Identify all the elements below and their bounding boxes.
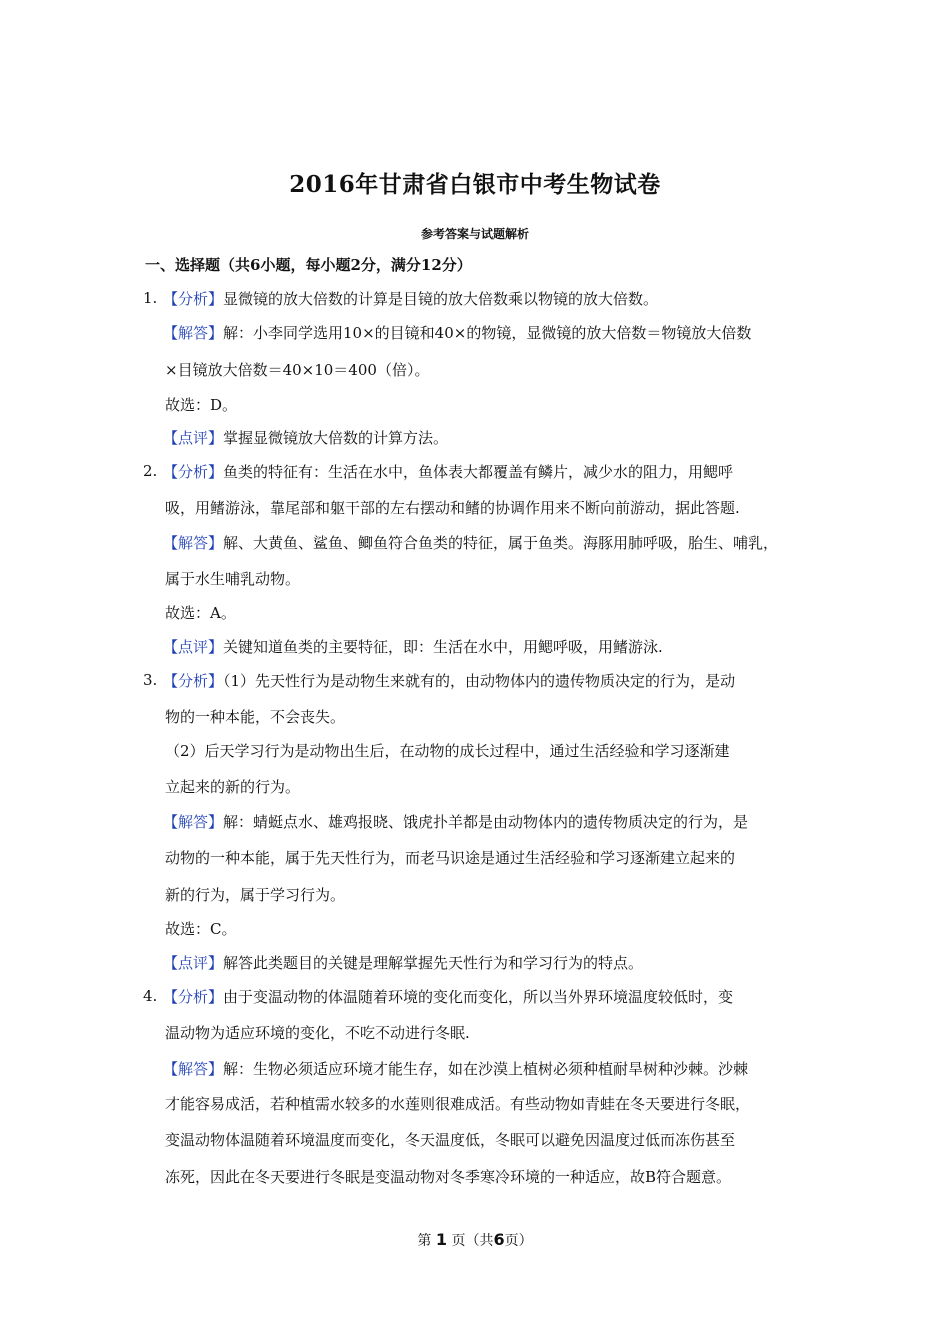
choice-text: 故选：A。 bbox=[165, 604, 236, 622]
question-2-answer bbox=[163, 533, 778, 553]
answer-tag: 【解答】 bbox=[163, 534, 224, 552]
analysis-text: 吸，用鳍游泳，靠尾部和躯干部的左右摆动和鳍的协调作用来不断向前游动，据此答题. bbox=[165, 499, 740, 517]
question-3-analysis bbox=[163, 671, 735, 691]
analysis-text: （2）后天学习行为是动物出生后，在动物的成长过程中，通过生活经验和学习逐渐建 bbox=[165, 742, 730, 760]
answer-tag: 【解答】 bbox=[163, 813, 224, 831]
answer-text: 变温动物体温随着环境温度而变化，冬天温度低，冬眠可以避免因温度过低而冻伤甚至 bbox=[165, 1131, 736, 1149]
question-number: 3. bbox=[143, 671, 158, 689]
footer-prefix: 第 bbox=[417, 1233, 432, 1249]
review-text: 关键知道鱼类的主要特征，即：生活在水中，用鳃呼吸，用鳍游泳. bbox=[223, 638, 663, 656]
question-3-answer bbox=[163, 812, 748, 832]
question-3-review bbox=[163, 953, 643, 973]
review-tag: 【点评】 bbox=[163, 638, 224, 656]
total-page-count: 6 bbox=[493, 1230, 505, 1249]
question-2-analysis bbox=[163, 462, 733, 482]
page-subtitle: 参考答案与试题解析 bbox=[420, 227, 529, 241]
footer-suffix: 页） bbox=[504, 1233, 533, 1249]
review-text: 掌握显微镜放大倍数的计算方法。 bbox=[223, 429, 449, 447]
analysis-tag: 【分析】 bbox=[163, 290, 224, 308]
page-footer bbox=[0, 1230, 950, 1250]
review-text: 解答此类题目的关键是理解掌握先天性行为和学习行为的特点。 bbox=[223, 954, 644, 972]
analysis-tag: 【分析】 bbox=[163, 463, 224, 481]
analysis-text: （1）先天性行为是动物生来就有的，由动物体内的遗传物质决定的行为，是动 bbox=[223, 672, 736, 690]
answer-text: 冻死，因此在冬天要进行冬眠是变温动物对冬季寒冷环境的一种适应，故B符合题意。 bbox=[165, 1168, 732, 1186]
page-title: 2016年甘肃省白银市中考生物试卷 bbox=[289, 171, 661, 198]
question-number: 1. bbox=[143, 289, 158, 307]
answer-text: 解：小李同学选用10×的目镜和40×的物镜，显微镜的放大倍数＝物镜放大倍数 bbox=[223, 324, 752, 342]
analysis-tag: 【分析】 bbox=[163, 988, 224, 1006]
answer-text: ×目镜放大倍数＝40×10＝400（倍）。 bbox=[165, 361, 430, 379]
analysis-text: 物的一种本能，不会丧失。 bbox=[165, 708, 346, 726]
section-heading: 一、选择题（共6小题，每小题2分，满分12分） bbox=[145, 256, 472, 274]
answer-text: 动物的一种本能，属于先天性行为，而老马识途是通过生活经验和学习逐渐建立起来的 bbox=[165, 849, 736, 867]
answer-text: 新的行为，属于学习行为。 bbox=[165, 886, 346, 904]
choice-text: 故选：C。 bbox=[165, 920, 237, 938]
question-number: 2. bbox=[143, 462, 158, 480]
analysis-text: 立起来的新的行为。 bbox=[165, 778, 301, 796]
analysis-text: 鱼类的特征有：生活在水中，鱼体表大都覆盖有鳞片，减少水的阻力，用鳃呼 bbox=[223, 463, 734, 481]
answer-text: 解、大黄鱼、鲨鱼、鲫鱼符合鱼类的特征，属于鱼类。海豚用肺呼吸，胎生、哺乳， bbox=[223, 534, 779, 552]
analysis-text: 由于变温动物的体温随着环境的变化而变化，所以当外界环境温度较低时，变 bbox=[223, 988, 734, 1006]
analysis-tag: 【分析】 bbox=[163, 672, 224, 690]
answer-text: 才能容易成活，若种植需水较多的水莲则很难成活。有些动物如青蛙在冬天要进行冬眠， bbox=[165, 1095, 751, 1113]
analysis-text: 显微镜的放大倍数的计算是目镜的放大倍数乘以物镜的放大倍数。 bbox=[223, 290, 659, 308]
question-1-analysis bbox=[163, 289, 658, 309]
answer-tag: 【解答】 bbox=[163, 1060, 224, 1078]
choice-text: 故选：D。 bbox=[165, 396, 238, 414]
question-4-analysis bbox=[163, 987, 733, 1007]
question-1-review bbox=[163, 428, 448, 448]
question-4-answer bbox=[163, 1059, 748, 1079]
answer-text: 解：蜻蜓点水、雄鸡报晓、饿虎扑羊都是由动物体内的遗传物质决定的行为，是 bbox=[223, 813, 749, 831]
answer-tag: 【解答】 bbox=[163, 324, 224, 342]
review-tag: 【点评】 bbox=[163, 429, 224, 447]
current-page-number: 1 bbox=[435, 1230, 447, 1249]
answer-text: 解：生物必须适应环境才能生存，如在沙漠上植树必须种植耐旱树种沙棘。沙棘 bbox=[223, 1060, 749, 1078]
question-2-review bbox=[163, 637, 663, 657]
review-tag: 【点评】 bbox=[163, 954, 224, 972]
question-number: 4. bbox=[143, 987, 158, 1005]
question-1-answer bbox=[163, 323, 751, 343]
analysis-text: 温动物为适应环境的变化，不吃不动进行冬眠. bbox=[165, 1024, 470, 1042]
answer-text: 属于水生哺乳动物。 bbox=[165, 570, 301, 588]
footer-middle: 页（共 bbox=[451, 1233, 494, 1249]
